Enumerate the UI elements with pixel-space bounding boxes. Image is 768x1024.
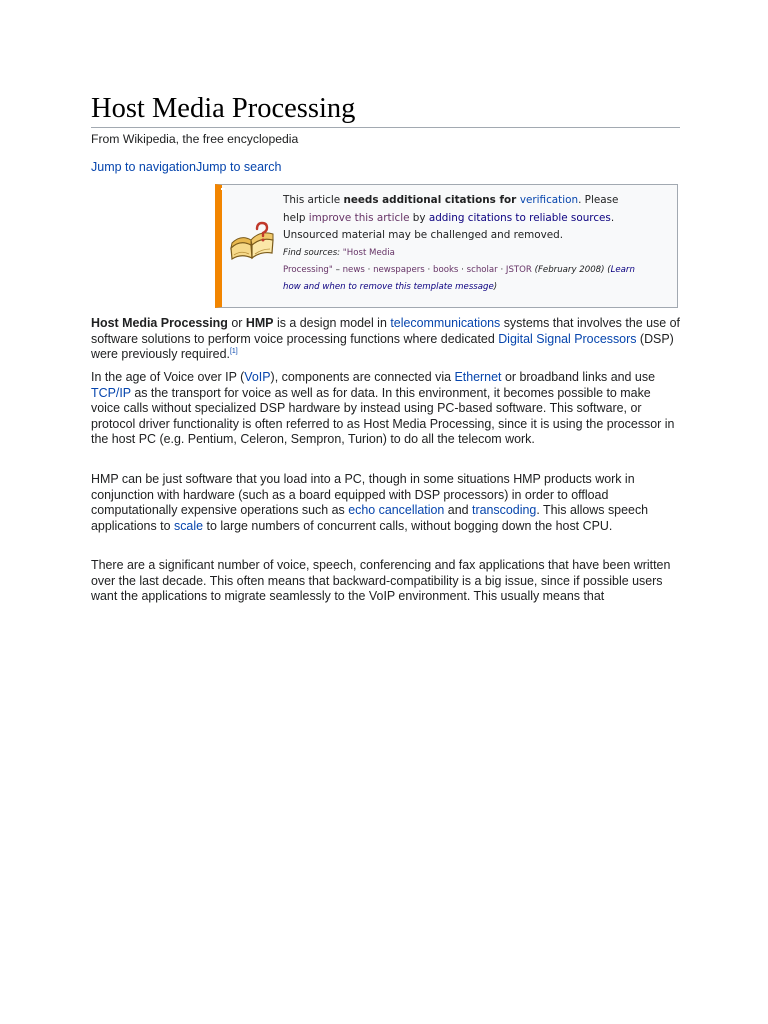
article-page: [91, 92, 680, 603]
jump-links: [91, 160, 680, 174]
reference-1-link[interactable]: [1]: [229, 347, 238, 355]
scale-link[interactable]: scale: [173, 518, 204, 533]
learn-link-a[interactable]: Learn: [610, 264, 635, 275]
source-jstor-link[interactable]: JSTOR: [505, 264, 532, 275]
source-books-link[interactable]: books: [432, 264, 459, 275]
learn-link-b[interactable]: how and when to remove this template message: [283, 281, 494, 292]
adding-citations-link[interactable]: adding citations to reliable sources: [428, 211, 611, 224]
site-tagline: From Wikipedia, the free encyclopedia: [91, 132, 299, 146]
ethernet-link[interactable]: Ethernet: [454, 370, 502, 384]
notice-line-2: help improve this article by adding citations to reliable sources.: [283, 211, 615, 224]
citation-needed-notice: [215, 184, 678, 308]
page-title: Host Media Processing: [91, 92, 680, 128]
paragraph-2: In the age of Voice over IP (VoIP), components are connected via Ethernet or broadband links and use TCP/IP as the transport for voice as well as for data. In this environment, it becomes possible to make voice calls without specialized DSP hardware by instead using PC-based software. This software, or protocol driver functionality is often referred to as Host Media Processing, since it is using the processor in the host PC (e.g. Pentium, Celeron, Sempron, Turion) to do all the telecom work.: [91, 370, 675, 446]
find-sources-query-a[interactable]: "Host Media: [340, 247, 395, 258]
notice-text: [283, 192, 668, 296]
jump-to-navigation-link[interactable]: Jump to navigation: [91, 160, 196, 174]
echo-cancellation-link[interactable]: echo cancellation: [348, 503, 445, 517]
source-scholar-link[interactable]: scholar: [466, 264, 498, 275]
improve-article-link[interactable]: improve this article: [308, 211, 410, 224]
jump-to-search-link[interactable]: Jump to search: [195, 160, 282, 174]
book-question-icon: [228, 218, 276, 262]
voip-link[interactable]: VoIP: [244, 370, 271, 384]
find-sources-line-2: Processing" – news · newspapers · books · scholar · JSTOR (February 2008) (Learn: [283, 264, 635, 275]
learn-line: how and when to remove this template message): [283, 281, 498, 292]
tcpip-link[interactable]: TCP/IP: [91, 385, 131, 400]
paragraph-3: HMP can be just software that you load into a PC, though in some situations HMP products work in conjunction with hardware (such as a board equipped with DSP processors) in order to offload computationally expensive operations such as echo cancellation and transcoding. This allows speech applications to scale to large numbers of concurrent calls, without bogging down the host CPU.: [91, 472, 649, 533]
verification-link[interactable]: verification: [519, 194, 579, 206]
source-newspapers-link[interactable]: newspapers: [373, 264, 425, 275]
find-sources-query-b[interactable]: Processing": [283, 264, 333, 275]
find-sources-line: Find sources: "Host Media: [283, 247, 395, 258]
transcoding-link[interactable]: transcoding: [472, 503, 537, 517]
notice-line-1: This article needs additional citations for verification. Please: [283, 194, 619, 206]
telecommunications-link[interactable]: telecommunications: [390, 316, 501, 330]
dsp-link[interactable]: Digital Signal Processors: [498, 331, 637, 346]
paragraph-4: There are a significant number of voice, speech, conferencing and fax applications that have been written over the last decade. This often means that backward-compatibility is a big issue, since if possible users want the applications to migrate seamlessly to the VoIP environment. This usually means that: [91, 558, 671, 603]
notice-notch: [221, 188, 225, 190]
source-news-link[interactable]: news: [342, 264, 365, 275]
notice-line-3: Unsourced material may be challenged and removed.: [283, 229, 564, 242]
paragraph-1: Host Media Processing or HMP is a design model in telecommunications systems that involves the use of software solutions to perform voice processing functions where dedicated Digital Signal Processors (DSP) were previously required.[1]: [91, 316, 680, 361]
